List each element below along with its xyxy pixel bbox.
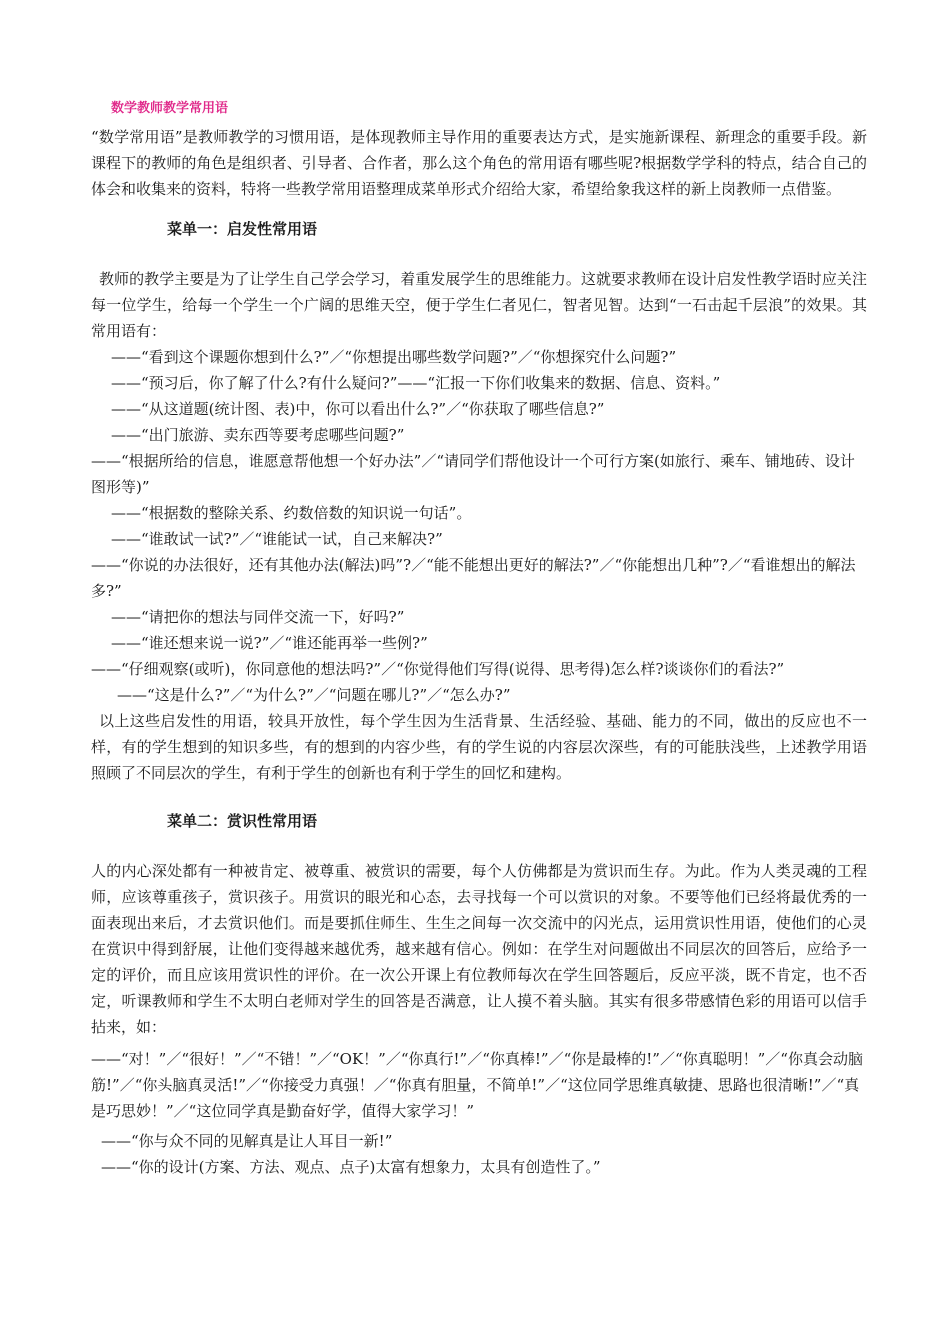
phrase-item: ——“看到这个课题你想到什么?”／“你想提出哪些数学问题?”／“你想探究什么问题?” <box>111 348 677 366</box>
document-title: 数学教师教学常用语 <box>111 101 229 116</box>
document-page <box>91 100 867 1180</box>
phrase-item: ——“谁敢试一试?”／“谁能试一试，自己来解决?” <box>111 530 443 548</box>
spacer <box>91 242 867 266</box>
phrase-item: ——“这是什么?”／“为什么?”／“问题在哪儿?”／“怎么办?” <box>117 686 511 704</box>
menu1-intro: 教师的教学主要是为了让学生自己学会学习，着重发展学生的思维能力。这就要求教师在设计启发性教学语时应关注每一位学生，给每一个学生一个广阔的思维天空，便于学生仁者见仁，智者见智。达到“一石击起千层浪”的效果。其常用语有： <box>91 270 867 340</box>
menu2-list <box>91 1046 867 1180</box>
phrase-item: ——“仔细观察(或听)，你同意他的想法吗?”／“你觉得他们写得(说得、思考得)怎么样?谈谈你们的看法?” <box>91 660 785 678</box>
phrase-item: ——“对！”／“很好！”／“不错！”／“OK！”／“你真行!”／“你真棒!”／“你是最棒的!”／“你真聪明！”／“你真会动脑筋!”／“你头脑真灵活!”／“你接受力真强！／“你真有胆量，不简单!”／“这位同学思维真敏捷、思路也很清晰!”／“真是巧思妙！”／“这位同学真是勤奋好学，值得大家学习！” <box>91 1050 863 1120</box>
menu2-intro: 人的内心深处都有一种被肯定、被尊重、被赏识的需要，每个人仿佛都是为赏识而生存。为此。作为人类灵魂的工程师，应该尊重孩子，赏识孩子。用赏识的眼光和心态，去寻找每一个可以赏识的对象。不要等他们已经将最优秀的一面表现出来后，才去赏识他们。而是要抓住师生、生生之间每一次交流中的闪光点，运用赏识性用语，使他们的心灵在赏识中得到舒展，让他们变得越来越优秀，越来越有信心。例如：在学生对问题做出不同层次的回答后，应给予一定的评价，而且应该用赏识性的评价。在一次公开课上有位教师每次在学生回答题后，反应平淡，既不肯定，也不否定，听课教师和学生不太明白老师对学生的回答是否满意，让人摸不着头脑。其实有很多带感情色彩的用语可以信手拈来，如： <box>91 862 867 1036</box>
menu1-heading: 菜单一：启发性常用语 <box>167 220 318 238</box>
spacer <box>91 834 867 858</box>
phrase-item: ——“你与众不同的见解真是让人耳目一新!” <box>101 1132 393 1150</box>
phrase-item: ——“你的设计(方案、方法、观点、点子)太富有想象力，太具有创造性了。” <box>101 1158 601 1176</box>
intro-paragraph: “数学常用语”是教师教学的习惯用语，是体现教师主导作用的重要表达方式，是实施新课程、新理念的重要手段。新课程下的教师的角色是组织者、引导者、合作者，那么这个角色的常用语有哪些呢?根据数学学科的特点，结合自己的体会和收集来的资料，特将一些教学常用语整理成菜单形式介绍给大家，希望给象我这样的新上岗教师一点借鉴。 <box>91 128 867 198</box>
phrase-item: ——“预习后，你了解了什么?有什么疑问?”——“汇报一下你们收集来的数据、信息、资料。” <box>111 374 721 392</box>
phrase-item: ——“你说的办法很好，还有其他办法(解法)吗”?／“能不能想出更好的解法?”／“你能想出几种”?／“看谁想出的解法多?” <box>91 556 856 600</box>
phrase-item: ——“谁还想来说一说?”／“谁还能再举一些例?” <box>111 634 428 652</box>
phrase-item: ——“出门旅游、卖东西等要考虑哪些问题?” <box>111 426 405 444</box>
menu1-list <box>91 344 867 708</box>
menu2-heading: 菜单二：赏识性常用语 <box>167 812 318 830</box>
phrase-item: ——“从这道题(统计图、表)中，你可以看出什么?”／“你获取了哪些信息?” <box>111 400 605 418</box>
phrase-item: ——“根据所给的信息，谁愿意帮他想一个好办法”／“请同学们帮他设计一个可行方案(如旅行、乘车、铺地砖、设计图形等)” <box>91 452 855 496</box>
menu1-summary: 以上这些启发性的用语，较具开放性，每个学生因为生活背景、生活经验、基础、能力的不同，做出的反应也不一样，有的学生想到的知识多些，有的想到的内容少些，有的学生说的内容层次深些，有的可能肤浅些，上述教学用语照顾了不同层次的学生，有利于学生的创新也有利于学生的回忆和建构。 <box>91 712 867 782</box>
phrase-item: ——“请把你的想法与同伴交流一下，好吗?” <box>111 608 405 626</box>
phrase-item: ——“根据数的整除关系、约数倍数的知识说一句话”。 <box>111 504 472 522</box>
